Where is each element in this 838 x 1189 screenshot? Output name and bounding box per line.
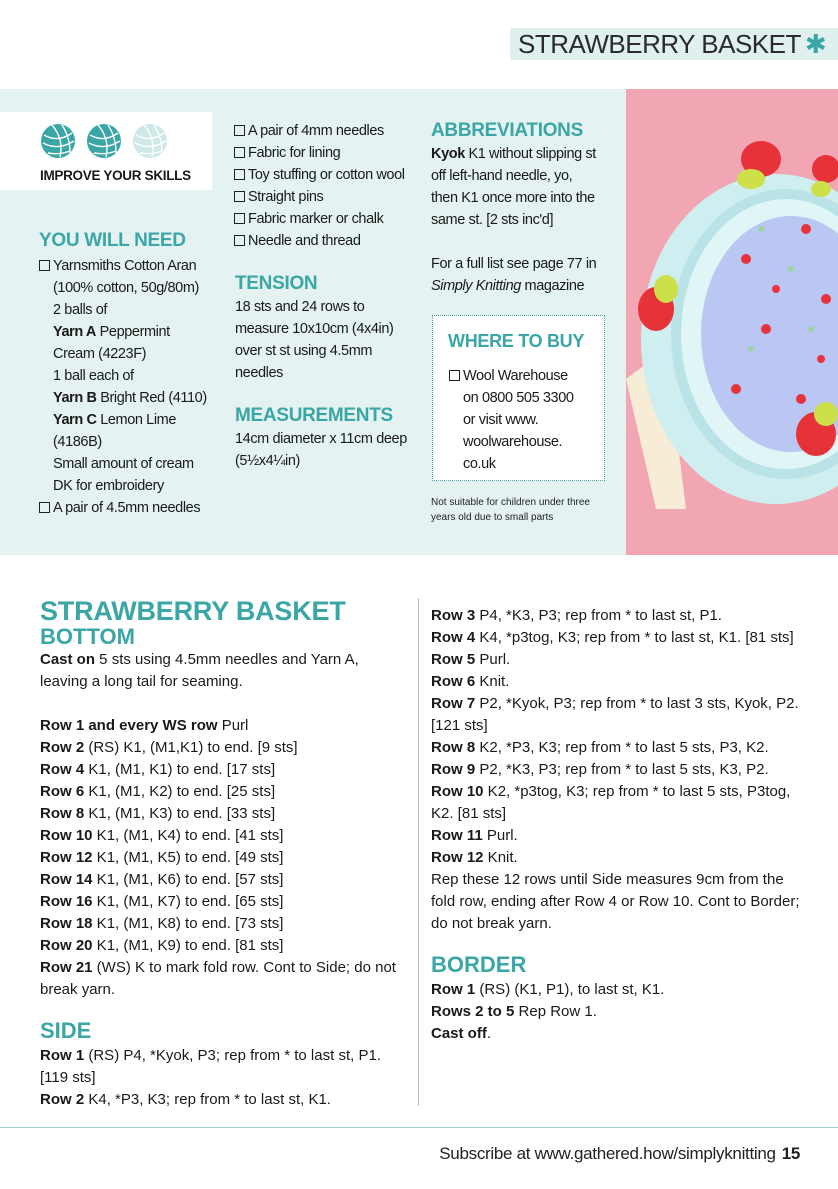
yarn-label: Yarn B	[53, 390, 97, 406]
need-item: Needle and thread	[248, 233, 361, 249]
skills-label: IMPROVE YOUR SKILLS	[40, 168, 191, 183]
instruction-row	[431, 1001, 801, 1023]
section-title: STRAWBERRY BASKET	[518, 28, 801, 59]
instruction-row	[40, 1045, 410, 1089]
row-label: Row 12	[431, 849, 484, 866]
where-to-buy-text	[449, 365, 574, 475]
instruction-row	[431, 759, 801, 781]
row-text: (RS) P4, *Kyok, P3; rep from * to last st, P1. [119 sts]	[40, 1047, 381, 1086]
row-label: Row 6	[431, 673, 476, 690]
need-item: Yarnsmiths Cotton Aran	[53, 258, 197, 274]
instruction-row	[40, 957, 410, 1001]
tension-text: 18 sts and 24 rows to	[235, 299, 365, 315]
row-label: Row 2	[40, 739, 85, 756]
instruction-row	[431, 693, 801, 737]
instruction-row	[431, 1023, 801, 1045]
row-text: K2, *p3tog, K3; rep from * to last 5 sts, P3tog, K2. [81 sts]	[431, 783, 791, 822]
instruction-row	[431, 605, 801, 627]
supplier-name: Wool Warehouse	[463, 368, 568, 384]
pattern-title: STRAWBERRY BASKET	[40, 596, 346, 626]
abbr-def: K1 without slipping st	[464, 146, 596, 162]
yarn-label: Yarn A	[53, 324, 96, 340]
abbr-def: then K1 once more into the	[431, 190, 595, 206]
asterisk-icon: ✱	[804, 28, 827, 59]
checkbox-icon	[39, 502, 50, 513]
checkbox-icon	[234, 191, 245, 202]
instruction-row	[40, 825, 410, 847]
instruction-row	[431, 649, 801, 671]
instruction-row	[40, 1089, 410, 1111]
row-label: Row 6	[40, 783, 85, 800]
instruction-row	[40, 935, 410, 957]
where-to-buy-heading: WHERE TO BUY	[448, 331, 585, 351]
need-item: Straight pins	[248, 189, 324, 205]
need-item: Bright Red (4110)	[100, 390, 207, 406]
instruction-row	[40, 913, 410, 935]
supplier-url: woolwarehouse.	[463, 434, 563, 450]
instruction-label: Cast on	[40, 651, 96, 668]
row-text: Knit.	[475, 673, 510, 690]
row-label: Row 7	[431, 695, 476, 712]
side-rows-left	[40, 1045, 410, 1111]
need-item: Peppermint	[99, 324, 170, 340]
row-label: Row 20	[40, 937, 93, 954]
you-will-need-heading: YOU WILL NEED	[39, 230, 186, 251]
checkbox-icon	[449, 370, 460, 381]
instruction-row	[431, 825, 801, 847]
full-list-note: For a full list see page 77 in	[431, 256, 597, 272]
side-rows-right	[431, 605, 801, 869]
row-label: Rows 2 to 5	[431, 1003, 515, 1020]
column-divider	[418, 598, 419, 1106]
row-text: .	[486, 1025, 492, 1042]
row-text: Purl.	[482, 827, 518, 844]
supplier-phone: on 0800 505 3300	[463, 390, 574, 406]
row-text: K1, (M1, K8) to end. [73 sts]	[92, 915, 284, 932]
instruction-row	[40, 869, 410, 891]
border-rows	[431, 979, 801, 1045]
pattern-left-column	[40, 597, 410, 1111]
checkbox-icon	[234, 147, 245, 158]
instruction-row	[40, 737, 410, 759]
row-text: K1, (M1, K7) to end. [65 sts]	[92, 893, 284, 910]
instruction-row	[431, 847, 801, 869]
instruction-text: 5 sts using 4.5mm needles and Yarn A, leaving a long tail for seaming.	[40, 651, 359, 690]
row-text: K1, (M1, K6) to end. [57 sts]	[92, 871, 284, 888]
need-item: DK for embroidery	[53, 478, 164, 494]
side-heading: SIDE	[40, 1018, 92, 1043]
supplier-url: or visit www.	[463, 412, 539, 428]
row-text: K4, *P3, K3; rep from * to last st, K1.	[84, 1091, 331, 1108]
full-list-note: magazine	[520, 278, 585, 294]
row-label: Row 12	[40, 849, 93, 866]
border-heading: BORDER	[431, 952, 527, 977]
row-text: K2, *P3, K3; rep from * to last 5 sts, P3, K2.	[475, 739, 769, 756]
row-text: K1, (M1, K9) to end. [81 sts]	[92, 937, 284, 954]
bottom-rows	[40, 715, 410, 1001]
yarn-ball-icon	[40, 123, 76, 159]
instruction-row	[40, 847, 410, 869]
measurements-section	[235, 404, 425, 472]
need-item: 2 balls of	[53, 302, 108, 318]
row-text: (RS) K1, (M1,K1) to end. [9 sts]	[84, 739, 298, 756]
row-label: Row 4	[431, 629, 476, 646]
checkbox-icon	[234, 125, 245, 136]
need-item: Toy stuffing or cotton wool	[248, 167, 405, 183]
basket-photo	[626, 89, 838, 555]
row-label: Row 14	[40, 871, 93, 888]
row-text: K1, (M1, K2) to end. [25 sts]	[84, 783, 276, 800]
tension-section	[235, 272, 425, 384]
row-label: Row 21	[40, 959, 93, 976]
pattern-right-column	[431, 605, 801, 1045]
tension-text: measure 10x10cm (4x4in)	[235, 321, 394, 337]
bottom-heading: BOTTOM	[40, 624, 135, 649]
row-text: Purl	[217, 717, 249, 734]
row-text: Rep Row 1.	[514, 1003, 597, 1020]
checkbox-icon	[234, 235, 245, 246]
row-label: Row 10	[431, 783, 484, 800]
row-label: Row 16	[40, 893, 93, 910]
need-item: (4186B)	[53, 434, 102, 450]
instruction-row	[431, 737, 801, 759]
row-label: Row 3	[431, 607, 476, 624]
row-label: Row 8	[40, 805, 85, 822]
tension-text: needles	[235, 365, 283, 381]
instruction-row	[431, 979, 801, 1001]
row-label: Row 10	[40, 827, 93, 844]
supplier-url: co.uk	[463, 456, 496, 472]
checkbox-icon	[39, 260, 50, 271]
checkbox-icon	[234, 169, 245, 180]
section-tag	[510, 28, 838, 60]
row-label: Row 5	[431, 651, 476, 668]
row-label: Row 8	[431, 739, 476, 756]
measurements-heading: MEASUREMENTS	[235, 405, 393, 426]
page-number: 15	[781, 1144, 800, 1163]
yarn-ball-icon	[132, 123, 168, 159]
row-text: P2, *Kyok, P3; rep from * to last 3 sts, Kyok, P2. [121 sts]	[431, 695, 799, 734]
abbr-def: off left-hand needle, yo,	[431, 168, 573, 184]
needs-list-2	[234, 120, 424, 252]
row-text: (WS) K to mark fold row. Cont to Side; do not break yarn.	[40, 959, 396, 998]
need-item: Fabric marker or chalk	[248, 211, 384, 227]
measurements-text: 14cm diameter x 11cm deep	[235, 431, 407, 447]
instruction-row	[40, 759, 410, 781]
instruction-row	[40, 891, 410, 913]
row-text: (RS) (K1, P1), to last st, K1.	[475, 981, 665, 998]
cast-on-instruction	[40, 649, 410, 693]
need-item: (100% cotton, 50g/80m)	[53, 280, 199, 296]
tension-heading: TENSION	[235, 273, 318, 294]
row-label: Row 2	[40, 1091, 85, 1108]
instruction-row	[431, 671, 801, 693]
measurements-text: (5½x4¼in)	[235, 453, 300, 469]
row-text: K1, (M1, K5) to end. [49 sts]	[92, 849, 284, 866]
abbreviations-section	[431, 119, 621, 297]
instruction-row	[40, 803, 410, 825]
need-item: A pair of 4mm needles	[248, 123, 384, 139]
need-item: Cream (4223F)	[53, 346, 147, 362]
yarn-label: Yarn C	[53, 412, 97, 428]
need-item: Fabric for lining	[248, 145, 341, 161]
row-label: Row 1 and every WS row	[40, 717, 218, 734]
abbreviations-heading: ABBREVIATIONS	[431, 120, 583, 141]
tension-text: over st st using 4.5mm	[235, 343, 373, 359]
abbr-term: Kyok	[431, 146, 465, 162]
row-text: K1, (M1, K3) to end. [33 sts]	[84, 805, 276, 822]
row-text: Purl.	[475, 651, 511, 668]
magazine-name: Simply Knitting	[431, 278, 521, 294]
need-item: Lemon Lime	[100, 412, 176, 428]
safety-disclaimer: Not suitable for children under three years old due to small parts	[431, 497, 590, 523]
need-item: Small amount of cream	[53, 456, 194, 472]
row-text: K4, *p3tog, K3; rep from * to last st, K1. [81 sts]	[475, 629, 794, 646]
row-text: Knit.	[483, 849, 518, 866]
row-text: P2, *K3, P3; rep from * to last 5 sts, K3, P2.	[475, 761, 769, 778]
row-text: K1, (M1, K1) to end. [17 sts]	[84, 761, 276, 778]
footer	[439, 1144, 800, 1164]
instruction-row	[40, 781, 410, 803]
checkbox-icon	[234, 213, 245, 224]
row-text: K1, (M1, K4) to end. [41 sts]	[92, 827, 284, 844]
row-label: Row 4	[40, 761, 85, 778]
row-label: Row 11	[431, 827, 483, 844]
yarn-ball-icon	[86, 123, 122, 159]
row-label: Row 1	[431, 981, 476, 998]
need-item: A pair of 4.5mm needles	[53, 500, 201, 516]
instruction-row	[431, 627, 801, 649]
need-item: 1 ball each of	[53, 368, 134, 384]
instruction-row	[40, 715, 410, 737]
instruction-row	[431, 781, 801, 825]
row-label: Cast off	[431, 1025, 487, 1042]
row-label: Row 1	[40, 1047, 85, 1064]
abbr-def: same st. [2 sts inc'd]	[431, 212, 554, 228]
row-text: P4, *K3, P3; rep from * to last st, P1.	[475, 607, 722, 624]
row-label: Row 9	[431, 761, 476, 778]
you-will-need-section	[39, 229, 229, 519]
footer-rule	[0, 1127, 838, 1128]
row-label: Row 18	[40, 915, 93, 932]
subscribe-text: Subscribe at www.gathered.how/simplyknitting	[439, 1144, 776, 1163]
repeat-instruction: Rep these 12 rows until Side measures 9cm from the fold row, ending after Row 4 or Row 10. Cont to Border; do not break yarn.	[431, 871, 800, 932]
